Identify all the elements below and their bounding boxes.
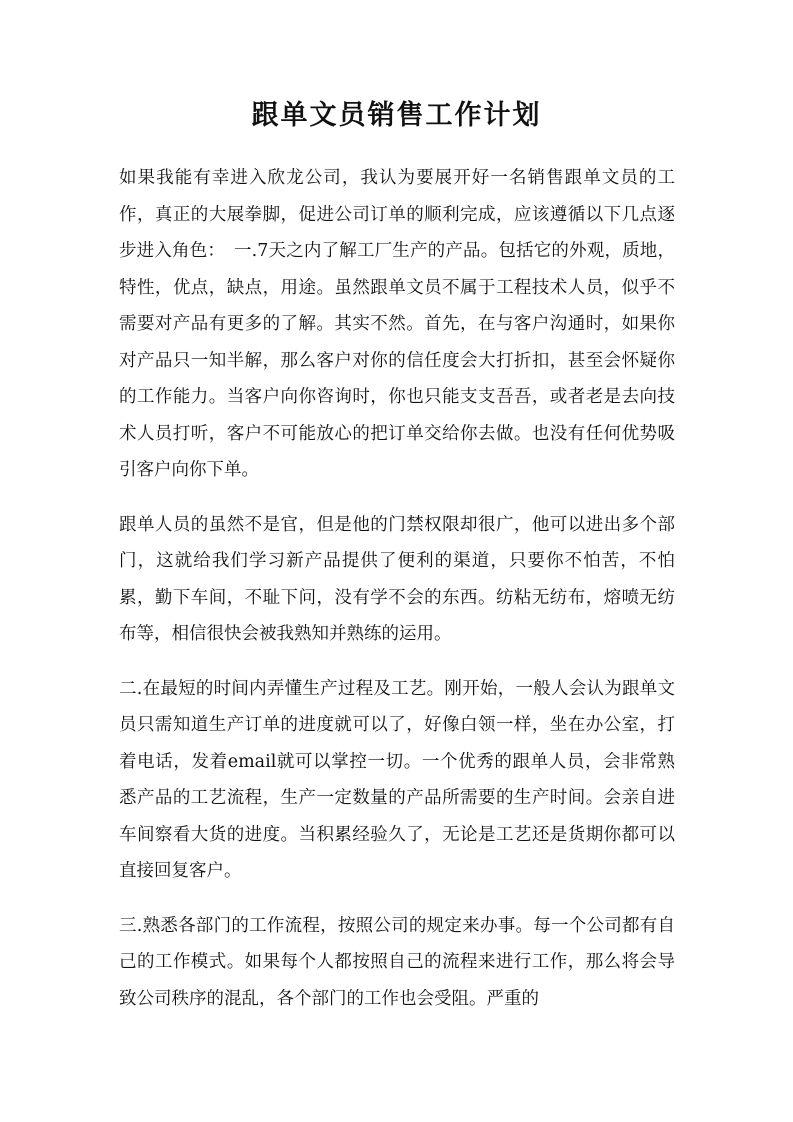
paragraph-4: 三.熟悉各部门的工作流程，按照公司的规定来办事。每一个公司都有自己的工作模式。如果每个人都按照自己的流程来进行工作，那么将会导致公司秩序的混乱，各个部门的工作也会受阻。严重的	[119, 915, 675, 1009]
document-body	[119, 160, 675, 1035]
page-title: 跟单文员销售工作计划	[251, 100, 542, 131]
paragraph-3: 二.在最短的时间内弄懂生产过程及工艺。刚开始，一般人会认为跟单文员只需知道生产订单的进度就可以了，好像白领一样，坐在办公室，打着电话，发着email就可以掌控一切。一个优秀的跟单人员，会非常熟悉产品的工艺流程，生产一定数量的产品所需要的生产时间。会亲自进车间察看大货的进度。当积累经验久了，无论是工艺还是货期你都可以直接回复客户。	[119, 678, 675, 881]
paragraph-1: 如果我能有幸进入欣龙公司，我认为要展开好一名销售跟单文员的工作，真正的大展拳脚，促进公司订单的顺利完成，应该遵循以下几点逐步进入角色： 一.7天之内了解工厂生产的产品。包括它的外观，质地，特性，优点，缺点，用途。虽然跟单文员不属于工程技术人员，似乎不需要对产品有更多的了解。其实不然。首先，在与客户沟通时，如果你对产品只一知半解，那么客户对你的信任度会大打折扣，甚至会怀疑你的工作能力。当客户向你咨询时，你也只能支支吾吾，或者老是去向技术人员打听，客户不可能放心的把订单交给你去做。也没有任何优势吸引客户向你下单。	[119, 168, 675, 480]
paragraph-2: 跟单人员的虽然不是官，但是他的门禁权限却很广，他可以进出多个部门，这就给我们学习新产品提供了便利的渠道，只要你不怕苦，不怕累，勤下车间，不耻下问，没有学不会的东西。纺粘无纺布，熔喷无纺布等，相信很快会被我熟知并熟练的运用。	[119, 514, 675, 644]
